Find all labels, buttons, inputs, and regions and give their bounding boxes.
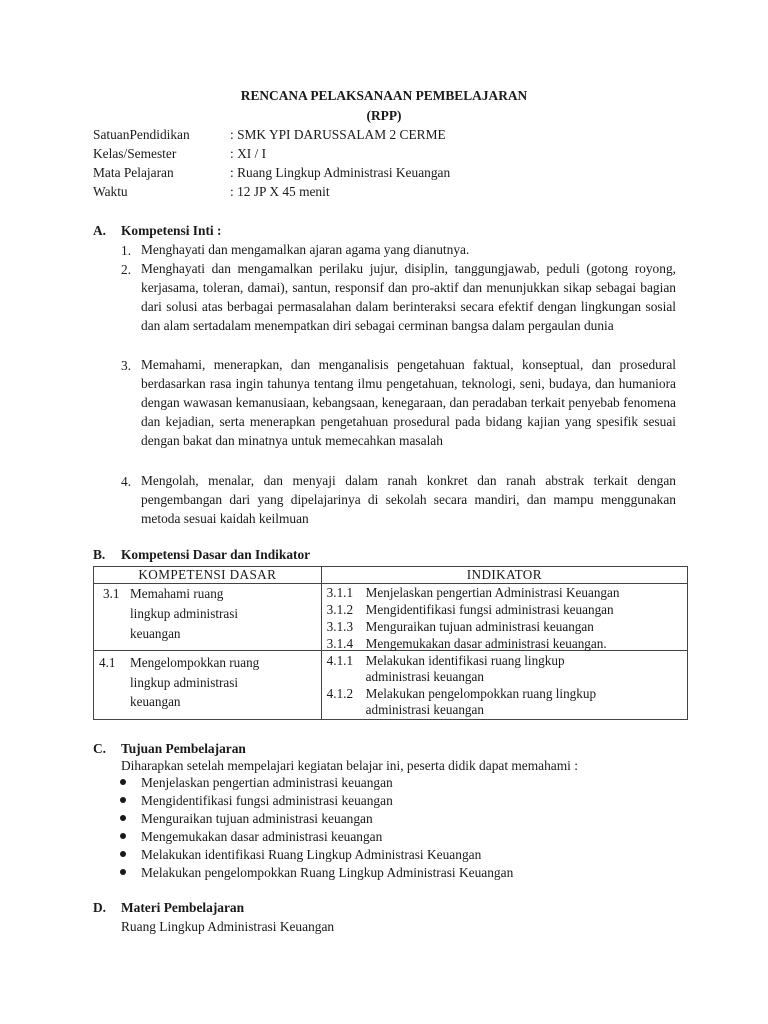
kd-text: keuangan (130, 626, 181, 641)
bullet-icon (120, 833, 126, 839)
section-text: Ruang Lingkup Administrasi Keuangan (121, 919, 335, 934)
list-item: Mengemukakan dasar administrasi keuangan (141, 829, 383, 844)
list-item: Menghayati dan mengamalkan perilaku jujur, disiplin, tanggungjawab, peduli (gotong royong, kerjasama, toleran, damai), santun, responsif dan pro-aktif dan menunjukkan sikap sebagai bagian dari solusi atas berbagai permasalahan dalam berinteraksi secara efektif dengan lingkungan sosial dan alam sertadalam menempatkan diri sebagai cerminan bangsa dalam pergaulan dunia (141, 261, 676, 333)
indicator-number: 3.1.4 (326, 636, 354, 651)
indicator-text: Menjelaskan pengertian Administrasi Keuangan (365, 585, 620, 600)
section-letter: D. (93, 900, 107, 915)
section-heading: Kompetensi Dasar dan Indikator (121, 547, 311, 562)
indicator-number: 3.1.2 (326, 602, 354, 617)
table-row (94, 651, 688, 720)
bullet-icon (120, 779, 126, 785)
indicator-text: Menguraikan tujuan administrasi keuangan (365, 619, 594, 634)
indicator-text: administrasi keuangan (365, 669, 484, 684)
info-value: : SMK YPI DARUSSALAM 2 CERME (230, 127, 446, 142)
indicator-number: 4.1.1 (326, 653, 354, 668)
bullet-icon (120, 869, 126, 875)
info-label: Kelas/Semester (93, 146, 177, 161)
indicator-cell (321, 584, 687, 651)
info-label: Waktu (93, 184, 128, 199)
list-item: Memahami, menerapkan, dan menganalisis pengetahuan faktual, konseptual, dan prosedural berdasarkan rasa ingin tahunya tentang ilmu pengetahuan, teknologi, seni, budaya, dan humaniora dengan wawasan kemanusiaan, kebangsaan, kenegaraan, dan peradaban terkait penyebab fenomena dan kejadian, serta menerapkan pengetahuan prosedural pada bidang kajian yang spesifik sesuai dengan bakat dan minatnya untuk memecahkan masalah (141, 357, 676, 448)
kd-number: 3.1 (103, 586, 120, 601)
kd-text: lingkup administrasi (130, 606, 239, 621)
kd-cell (94, 651, 322, 720)
section-letter: C. (93, 741, 107, 756)
info-label: Mata Pelajaran (93, 165, 174, 180)
list-item: Menguraikan tujuan administrasi keuangan (141, 811, 373, 826)
bullet-icon (120, 797, 126, 803)
section-heading: Kompetensi Inti : (121, 223, 222, 238)
info-label: SatuanPendidikan (93, 127, 190, 142)
list-item: Mengolah, menalar, dan menyaji dalam ranah konkret dan ranah abstrak terkait dengan pengembangan dari yang dipelajarinya di sekolah secara mandiri, dan mampu menggunakan metoda sesuai kaidah keilmuan (141, 473, 676, 526)
indicator-number: 3.1.3 (326, 619, 354, 634)
table-header-kd: KOMPETENSI DASAR (94, 567, 322, 584)
list-item: Menjelaskan pengertian administrasi keuangan (141, 775, 393, 790)
section-letter: A. (93, 223, 107, 238)
bullet-icon (120, 815, 126, 821)
table-row (94, 584, 688, 651)
section-heading: Tujuan Pembelajaran (121, 741, 246, 756)
kd-number: 4.1 (99, 655, 116, 670)
table-header-row (94, 567, 688, 584)
kd-cell (94, 584, 322, 651)
indicator-text: Melakukan pengelompokkan ruang lingkup (365, 686, 597, 701)
list-number: 3. (121, 358, 132, 373)
info-value: : Ruang Lingkup Administrasi Keuangan (230, 165, 451, 180)
section-letter: B. (93, 547, 106, 562)
kd-text: lingkup administrasi (130, 675, 239, 690)
indicator-text: Mengidentifikasi fungsi administrasi keuangan (365, 602, 614, 617)
bullet-icon (120, 851, 126, 857)
kd-text: Memahami ruang (130, 586, 224, 601)
table-header-indicator: INDIKATOR (321, 567, 687, 584)
info-value: : 12 JP X 45 menit (230, 184, 330, 199)
list-number: 2. (121, 262, 132, 277)
list-number: 4. (121, 474, 132, 489)
list-item: Menghayati dan mengamalkan ajaran agama yang dianutnya. (141, 242, 470, 257)
kd-text: Mengelompokkan ruang (130, 655, 260, 670)
indicator-number: 3.1.1 (326, 585, 354, 600)
list-item: Mengidentifikasi fungsi administrasi keuangan (141, 793, 393, 808)
section-heading: Materi Pembelajaran (121, 900, 245, 915)
section-intro: Diharapkan setelah mempelajari kegiatan belajar ini, peserta didik dapat memahami : (121, 758, 578, 773)
list-number: 1. (121, 243, 132, 258)
indicator-text: Mengemukakan dasar administrasi keuangan. (365, 636, 607, 651)
document-title: RENCANA PELAKSANAAN PEMBELAJARAN (240, 88, 528, 103)
indicator-number: 4.1.2 (326, 686, 354, 701)
kd-indicator-table (93, 566, 688, 720)
indicator-cell (321, 651, 687, 720)
kd-text: keuangan (130, 694, 181, 709)
indicator-text: Melakukan identifikasi ruang lingkup (365, 653, 565, 668)
document-subtitle: (RPP) (366, 108, 402, 123)
list-item: Melakukan pengelompokkan Ruang Lingkup Administrasi Keuangan (141, 865, 514, 880)
list-item: Melakukan identifikasi Ruang Lingkup Administrasi Keuangan (141, 847, 482, 862)
info-value: : XI / I (230, 146, 267, 161)
indicator-text: administrasi keuangan (365, 702, 484, 717)
